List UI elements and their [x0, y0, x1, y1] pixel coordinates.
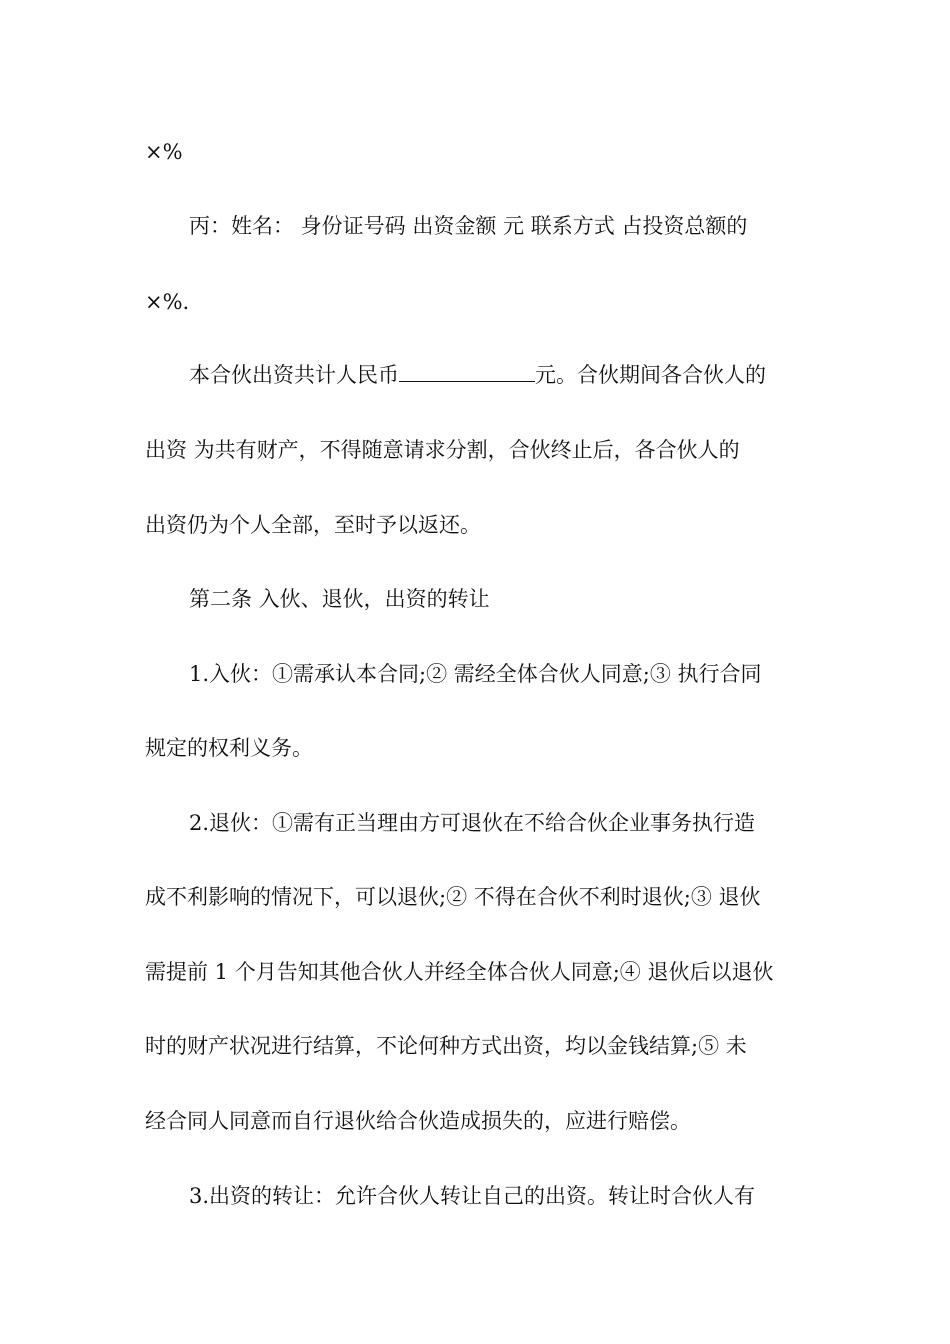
text-line: 1.入伙：①需承认本合同;② 需经全体合伙人同意;③ 执行合同 — [189, 662, 762, 686]
text-line: 2.退伙：①需有正当理由方可退伙在不给合伙企业事务执行造 — [189, 811, 756, 835]
text-line: 丙：姓名： 身份证号码 出资金额 元 联系方式 占投资总额的 — [189, 214, 748, 238]
text-line: 出资 为共有财产，不得随意请求分割，合伙终止后，各合伙人的 — [145, 438, 740, 462]
text-line: ×%. — [145, 290, 190, 314]
text-line: ×% — [145, 140, 183, 164]
text-line: 经合同人同意而自行退伙给合伙造成损失的，应进行赔偿。 — [145, 1109, 691, 1133]
text-line: 规定的权利义务。 — [145, 736, 313, 760]
section-heading: 第二条 入伙、退伙，出资的转让 — [189, 587, 490, 611]
capital-text-after: 元。合伙期间各合伙人的 — [535, 363, 766, 387]
capital-text-before: 本合伙出资共计人民币 — [189, 363, 399, 387]
text-line: 3.出资的转让：允许合伙人转让自己的出资。转让时合伙人有 — [189, 1184, 756, 1208]
text-line: 时的财产状况进行结算，不论何种方式出资，均以金钱结算;⑤ 未 — [145, 1034, 747, 1058]
text-line: 需提前 1 个月告知其他合伙人并经全体合伙人同意;④ 退伙后以退伙 — [145, 960, 774, 984]
capital-paragraph-line — [189, 360, 859, 390]
text-line: 成不利影响的情况下，可以退伙;② 不得在合伙不利时退伙;③ 退伙 — [145, 885, 761, 909]
amount-blank — [399, 361, 535, 382]
text-line: 出资仍为个人全部，至时予以返还。 — [145, 513, 481, 537]
